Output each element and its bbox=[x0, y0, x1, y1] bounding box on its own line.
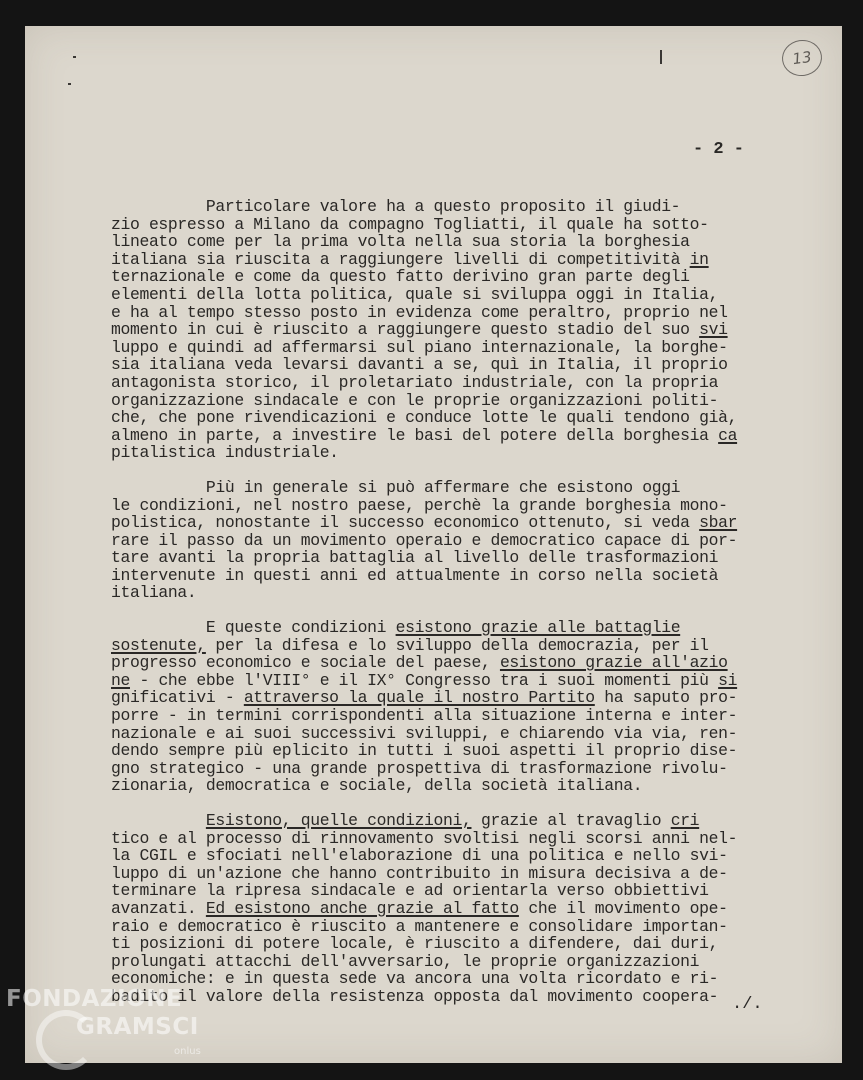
text-line bbox=[111, 760, 761, 778]
text-line bbox=[111, 198, 761, 216]
text-line bbox=[111, 672, 761, 690]
text-line bbox=[111, 321, 761, 339]
folio-number: 13 bbox=[791, 47, 813, 69]
text-line bbox=[111, 409, 761, 427]
text-segment: ha saputo pro- bbox=[594, 688, 738, 708]
text-segment: elementi della lotta politica, quale si sviluppa oggi in Italia, bbox=[111, 284, 719, 304]
text-segment: zio espresso a Milano da compagno Togliatti, il quale ha sotto- bbox=[111, 214, 709, 234]
underlined-text: esistono grazie alle battaglie bbox=[395, 618, 681, 638]
underlined-text: si bbox=[718, 670, 738, 690]
text-segment: nazionale e ai suoi successivi sviluppi, e chiarendo via via, ren- bbox=[111, 723, 738, 743]
underlined-text: ne bbox=[111, 670, 130, 690]
paragraph bbox=[111, 619, 761, 795]
underlined-text: Ed esistono anche grazie al fatto bbox=[205, 898, 519, 918]
underlined-text: cri bbox=[670, 811, 700, 830]
underlined-text: sostenute, bbox=[111, 635, 206, 655]
text-line bbox=[111, 514, 761, 532]
text-segment: Più in generale si può affermare che esistono oggi bbox=[111, 477, 681, 497]
text-segment: grazie al travaglio bbox=[471, 811, 671, 830]
text-line bbox=[111, 233, 761, 251]
text-line bbox=[111, 304, 761, 322]
text-segment: lineato come per la prima volta nella sua storia la borghesia bbox=[111, 232, 690, 252]
text-line bbox=[111, 865, 761, 883]
paragraph bbox=[111, 198, 761, 462]
text-segment: sia italiana veda levarsi davanti a se, quì in Italia, il proprio bbox=[111, 355, 728, 375]
text-line bbox=[111, 689, 761, 707]
paragraph bbox=[111, 479, 761, 602]
text-segment: intervenute in questi anni ed attualmente in corso nella società bbox=[111, 565, 719, 585]
text-line bbox=[111, 953, 761, 971]
text-segment: che il movimento ope- bbox=[518, 898, 728, 918]
text-segment: e ha al tempo stesso posto in evidenza come peraltro, proprio nel bbox=[111, 302, 728, 322]
page-number: - 2 - bbox=[693, 140, 745, 159]
margin-mark bbox=[73, 56, 76, 58]
text-segment: badito il valore della resistenza opposta dal movimento coopera- bbox=[111, 986, 719, 1006]
text-segment: - che ebbe l'VIII° e il IX° Congresso tra i suoi momenti più bbox=[129, 670, 719, 690]
text-line bbox=[111, 427, 761, 445]
underlined-text: svi bbox=[699, 320, 728, 340]
text-line bbox=[111, 812, 761, 830]
text-line bbox=[111, 847, 761, 865]
text-line bbox=[111, 654, 761, 672]
text-segment: terminare la ripresa sindacale e ad orientarla verso obbiettivi bbox=[111, 881, 709, 901]
text-segment: ti posizioni di potere locale, è riuscito a difendere, dai duri, bbox=[111, 934, 719, 954]
text-line bbox=[111, 830, 761, 848]
text-segment: le condizioni, nel nostro paese, perchè la grande borghesia mono- bbox=[111, 495, 728, 515]
text-segment: prolungati attacchi dell'avversario, le proprie organizzazioni bbox=[111, 951, 700, 971]
text-line bbox=[111, 725, 761, 743]
text-segment: dendo sempre più eplicito in tutti i suoi aspetti il proprio dise- bbox=[111, 741, 738, 761]
text-segment: per la difesa e lo sviluppo della democrazia, per il bbox=[205, 635, 709, 655]
text-line bbox=[111, 532, 761, 550]
text-line bbox=[111, 742, 761, 760]
margin-mark bbox=[660, 50, 662, 64]
text-line bbox=[111, 637, 761, 655]
text-segment: polistica, nonostante il successo economico ottenuto, si veda bbox=[111, 513, 700, 533]
text-line bbox=[111, 900, 761, 918]
text-line bbox=[111, 444, 761, 462]
text-segment: italiana sia riuscita a raggiungere livelli di competitività bbox=[111, 249, 690, 269]
text-line bbox=[111, 567, 761, 585]
text-segment: antagonista storico, il proletariato industriale, con la propria bbox=[111, 372, 719, 392]
text-line bbox=[111, 479, 761, 497]
text-segment: tico e al processo di rinnovamento svoltisi negli scorsi anni nel- bbox=[111, 828, 738, 848]
text-line bbox=[111, 549, 761, 567]
watermark-line-2: GRAMSCI bbox=[76, 1014, 199, 1040]
watermark-line-1: FONDAZIONE bbox=[6, 986, 183, 1012]
text-segment: gnificativi - bbox=[111, 688, 244, 708]
text-line bbox=[111, 584, 761, 602]
text-line bbox=[111, 392, 761, 410]
text-segment: porre - in termini corrispondenti alla situazione interna e inter- bbox=[111, 706, 738, 726]
text-segment: avanzati. bbox=[111, 898, 206, 918]
underlined-text: in bbox=[689, 249, 709, 269]
text-line bbox=[111, 251, 761, 269]
text-segment: organizzazione sindacale e con le proprie organizzazioni politi- bbox=[111, 390, 719, 410]
text-segment: Particolare valore ha a questo proposito il giudi- bbox=[111, 197, 681, 216]
foundation-watermark bbox=[6, 986, 201, 1057]
underlined-text: esistono grazie all'azio bbox=[499, 653, 728, 673]
underlined-text: Esistono, quelle condizioni, bbox=[205, 811, 472, 830]
text-segment: pitalistica industriale. bbox=[111, 443, 339, 463]
text-line bbox=[111, 970, 761, 988]
text-line bbox=[111, 707, 761, 725]
underlined-text: ca bbox=[718, 425, 738, 445]
text-segment: italiana. bbox=[111, 583, 197, 603]
paragraph bbox=[111, 812, 761, 1006]
text-segment: momento in cui è riuscito a raggiungere questo stadio del suo bbox=[111, 320, 700, 340]
text-line bbox=[111, 988, 761, 1006]
text-segment: economiche: e in questa sede va ancora una volta ricordato e ri- bbox=[111, 969, 719, 989]
text-segment: tare avanti la propria battaglia al livello delle trasformazioni bbox=[111, 548, 719, 568]
text-segment bbox=[111, 811, 206, 830]
text-segment: progresso economico e sociale del paese, bbox=[111, 653, 500, 673]
text-line bbox=[111, 935, 761, 953]
text-segment: zionaria, democratica e sociale, della società italiana. bbox=[111, 776, 643, 796]
text-line bbox=[111, 497, 761, 515]
text-segment: raio e democratico è riuscito a mantenere e consolidare importan- bbox=[111, 916, 728, 936]
text-segment: ternazionale e come da questo fatto derivino gran parte degli bbox=[111, 267, 690, 287]
text-segment: rare il passo da un movimento operaio e democratico capace di por- bbox=[111, 530, 738, 550]
text-line bbox=[111, 356, 761, 374]
text-segment: la CGIL e sfociati nell'elaborazione di una politica e nello svi- bbox=[111, 846, 728, 866]
underlined-text: sbar bbox=[699, 513, 738, 533]
text-line bbox=[111, 216, 761, 234]
text-segment: che, che pone rivendicazioni e conduce lotte le quali tendono già, bbox=[111, 408, 738, 428]
text-line bbox=[111, 777, 761, 795]
text-line bbox=[111, 286, 761, 304]
text-segment: luppo e quindi ad affermarsi sul piano internazionale, la borghe- bbox=[111, 337, 728, 357]
text-segment: E queste condizioni bbox=[111, 618, 396, 638]
text-segment: gno strategico - una grande prospettiva di trasformazione rivolu- bbox=[111, 758, 728, 778]
continuation-mark: ./. bbox=[732, 995, 763, 1014]
watermark-line-3: onlus bbox=[174, 1046, 201, 1057]
text-line bbox=[111, 374, 761, 392]
text-line bbox=[111, 918, 761, 936]
underlined-text: attraverso la quale il nostro Partito bbox=[243, 688, 595, 708]
text-line bbox=[111, 339, 761, 357]
document-body bbox=[111, 198, 761, 1023]
text-segment: almeno in parte, a investire le basi del potere della borghesia bbox=[111, 425, 719, 445]
margin-mark bbox=[68, 83, 71, 85]
text-segment: luppo di un'azione che hanno contribuito in misura decisiva a de- bbox=[111, 863, 728, 883]
text-line bbox=[111, 268, 761, 286]
text-line bbox=[111, 619, 761, 637]
text-line bbox=[111, 882, 761, 900]
